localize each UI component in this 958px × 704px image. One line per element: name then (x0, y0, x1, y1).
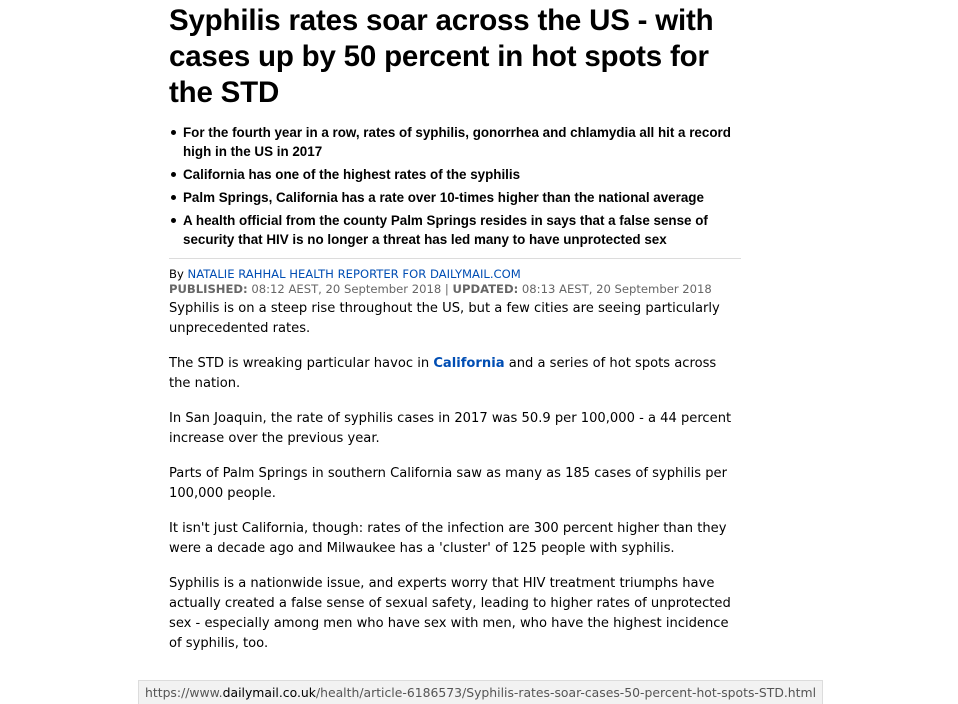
updated-date: 08:13 AEST, 20 September 2018 (518, 282, 712, 296)
summary-bullets (169, 123, 741, 249)
summary-bullet: California has one of the highest rates of the syphilis (183, 165, 741, 184)
url-host: dailymail.co.uk (222, 685, 316, 700)
body-paragraph: In San Joaquin, the rate of syphilis cases in 2017 was 50.9 per 100,000 - a 44 percent increase over the previous year. (169, 411, 732, 446)
url-prefix: https://www. (145, 685, 223, 700)
article-headline: Syphilis rates soar across the US - with cases up by 50 percent in hot spots for the STD (169, 4, 714, 109)
author-link[interactable]: NATALIE RAHHAL HEALTH REPORTER FOR DAILYMAIL.COM (187, 267, 521, 281)
byline-divider (169, 258, 741, 259)
article (169, 0, 741, 654)
summary-bullet: A health official from the county Palm Springs resides in says that a false sense of security that HIV is no longer a threat has led many to have unprotected sex (183, 211, 741, 249)
body-paragraph: It isn't just California, though: rates of the infection are 300 percent higher than they were a decade ago and Milwaukee has a 'cluster' of 125 people with syphilis. (169, 521, 727, 556)
body-paragraph (169, 354, 741, 394)
california-link[interactable]: California (433, 356, 505, 371)
byline-prefix: By (169, 267, 188, 281)
url-path: /health/article-6186573/Syphilis-rates-soar-cases-50-percent-hot-spots-STD.html (315, 685, 817, 700)
updated-label: UPDATED: (452, 282, 519, 296)
published-label: PUBLISHED: (169, 282, 248, 296)
status-bar-url (138, 680, 823, 704)
publish-dates (169, 282, 741, 297)
body-paragraph: Syphilis is a nationwide issue, and experts worry that HIV treatment triumphs have actually created a false sense of sexual safety, leading to higher rates of unprotected sex - especially among men who have sex with men, who have the highest incidence of syphilis, too. (169, 576, 731, 651)
published-date: 08:12 AEST, 20 September 2018 | (247, 282, 453, 296)
body-paragraph: Syphilis is on a steep rise throughout the US, but a few cities are seeing particularly unprecedented rates. (169, 301, 720, 336)
paragraph-text: and a series of hot spots across the nation. (169, 356, 717, 391)
byline (169, 267, 741, 282)
summary-bullet: Palm Springs, California has a rate over 10-times higher than the national average (183, 188, 741, 207)
article-body (169, 299, 741, 654)
body-paragraph: Parts of Palm Springs in southern California saw as many as 185 cases of syphilis per 100,000 people. (169, 466, 727, 501)
summary-bullet: For the fourth year in a row, rates of syphilis, gonorrhea and chlamydia all hit a record high in the US in 2017 (183, 123, 741, 161)
paragraph-text: The STD is wreaking particular havoc in (169, 356, 434, 371)
